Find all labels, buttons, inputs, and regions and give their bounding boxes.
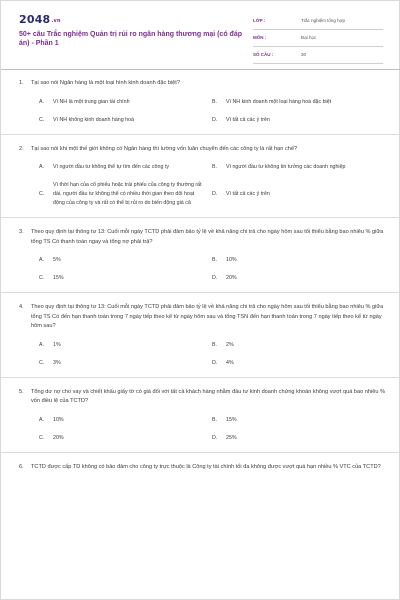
document-header: [19, 13, 383, 65]
meta-row-count: [253, 49, 383, 64]
answer-options: [19, 341, 385, 368]
answer-option[interactable]: A. 5%: [39, 257, 61, 263]
question-6: [19, 463, 385, 473]
meta-value: 30: [301, 52, 307, 57]
site-logo[interactable]: [19, 13, 61, 26]
answer-options: [19, 98, 385, 125]
answer-option[interactable]: C. 15%: [39, 275, 64, 281]
answer-option[interactable]: B. 10%: [212, 257, 237, 263]
question-4: [19, 303, 385, 378]
question-text: 1. Tại sao nói Ngân hàng là một loại hình kinh doanh đặc biệt?: [19, 79, 385, 89]
question-number: 6.: [19, 463, 24, 470]
answer-option[interactable]: A. Vì người đầu tư không thể tự tìm đến các công ty: [39, 164, 169, 170]
question-number: 1.: [19, 80, 24, 86]
question-number: 5.: [19, 388, 24, 395]
logo-text: 2048: [19, 13, 51, 26]
document-meta: [253, 15, 383, 66]
answer-options: [19, 416, 385, 443]
question-text: 5. Tổng dư nợ cho vay và chiết khấu giấy tờ có giá đối với tất cả khách hàng nhằm đầu tư kinh doanh chứng khoán không vượt quá bao nhiêu % vốn điều lệ của TCTD?: [19, 388, 385, 404]
answer-options: [19, 256, 385, 283]
answer-option[interactable]: C. 3%: [39, 359, 61, 366]
answer-option[interactable]: B. Vì người đầu tư không tin tưởng các doanh nghiệp: [212, 164, 346, 170]
question-number: 4.: [19, 304, 24, 310]
question-number: 2.: [19, 145, 24, 152]
answer-option[interactable]: D. 20%: [212, 275, 237, 281]
meta-value: Trắc nghiệm tổng hợp: [301, 18, 346, 23]
answer-option[interactable]: B. 2%: [212, 341, 234, 348]
header-divider: [1, 69, 400, 70]
question-separator: [1, 134, 400, 135]
question-text: 6. TCTD được cấp TD không có bảo đảm cho công ty trực thuộc là Công ty tài chính tối đa không được vượt quá hạn nhiều % VTC của TCTD?: [19, 463, 385, 473]
answer-option[interactable]: D. 25%: [212, 434, 237, 441]
answer-option[interactable]: C. 20%: [39, 434, 64, 441]
answer-option[interactable]: D. Vì tất cả các ý trên: [212, 116, 270, 123]
meta-label: SỐ CÂU :: [253, 52, 274, 57]
question-2: [19, 145, 385, 219]
answer-option[interactable]: A. Vì NH là một trung gian tài chính: [39, 98, 130, 105]
question-3: [19, 228, 385, 293]
meta-value: Đại học: [301, 35, 317, 40]
question-separator: [1, 292, 400, 293]
answer-option[interactable]: C. Vì NH không kinh doanh hàng hoá: [39, 116, 134, 123]
question-text: 4. Theo quy định tại thông tư 13: Cuối mỗi ngày TCTD phải đảm bảo tỷ lệ về khả năng chi trả cho ngày hôm sau tối thiểu bằng bao nhiêu % giữa tổng TS Có đến hạn thanh toán trong 7 ngày tiếp theo kể từ ngày hôm sau và tổng TSN đến hạn thanh toán trong 7 ngày tiếp theo kể từ ngày hôm sau?: [19, 304, 384, 329]
meta-label: MÔN :: [253, 35, 267, 40]
answer-option[interactable]: B. 15%: [212, 416, 237, 423]
question-list: [19, 79, 385, 472]
question-5: [19, 388, 385, 453]
meta-row-subject: [253, 32, 383, 47]
answer-option[interactable]: D. Vì tất cả các ý trên: [212, 191, 270, 197]
question-1: [19, 79, 385, 135]
answer-options: [19, 163, 385, 208]
answer-option[interactable]: A. 10%: [39, 416, 64, 423]
answer-option[interactable]: C. Vì thời hạn của cổ phiếu hoặc trái phiếu của công ty thường rất dài, người đầu tư không thể có nhiều thời gian theo dõi hoạt động của công ty và rất có thể bị rủi ro do biến động giá cả: [39, 182, 202, 206]
logo-suffix: .vn: [51, 18, 61, 24]
question-separator: [1, 217, 400, 218]
answer-option[interactable]: A. 1%: [39, 341, 61, 348]
meta-row-class: [253, 15, 383, 30]
question-separator: [1, 377, 400, 378]
question-text: 3. Theo quy định tại thông tư 13: Cuối mỗi ngày TCTD phải đảm bảo tỷ lệ về khả năng chi trả cho ngày hôm sau tối thiểu bằng bao nhiêu % giữa tổng TS Có thanh toán ngay và tổng nợ phải trả?: [19, 229, 384, 245]
answer-option[interactable]: D. 4%: [212, 359, 234, 366]
meta-label: LỚP :: [253, 18, 266, 23]
answer-option[interactable]: B. Vì NH kinh doanh một loại hàng hoá đặc biệt: [212, 98, 332, 105]
question-text: 2. Tại sao nói khi một thế giới không có Ngân hàng thì lường vốn luân chuyển đến các công ty là rất hạn chế?: [19, 145, 385, 155]
question-separator: [1, 452, 400, 453]
question-number: 3.: [19, 229, 24, 235]
document-title: 50+ câu Trắc nghiệm Quản trị rủi ro ngân hàng thương mại (có đáp án) - Phần 1: [19, 31, 242, 47]
